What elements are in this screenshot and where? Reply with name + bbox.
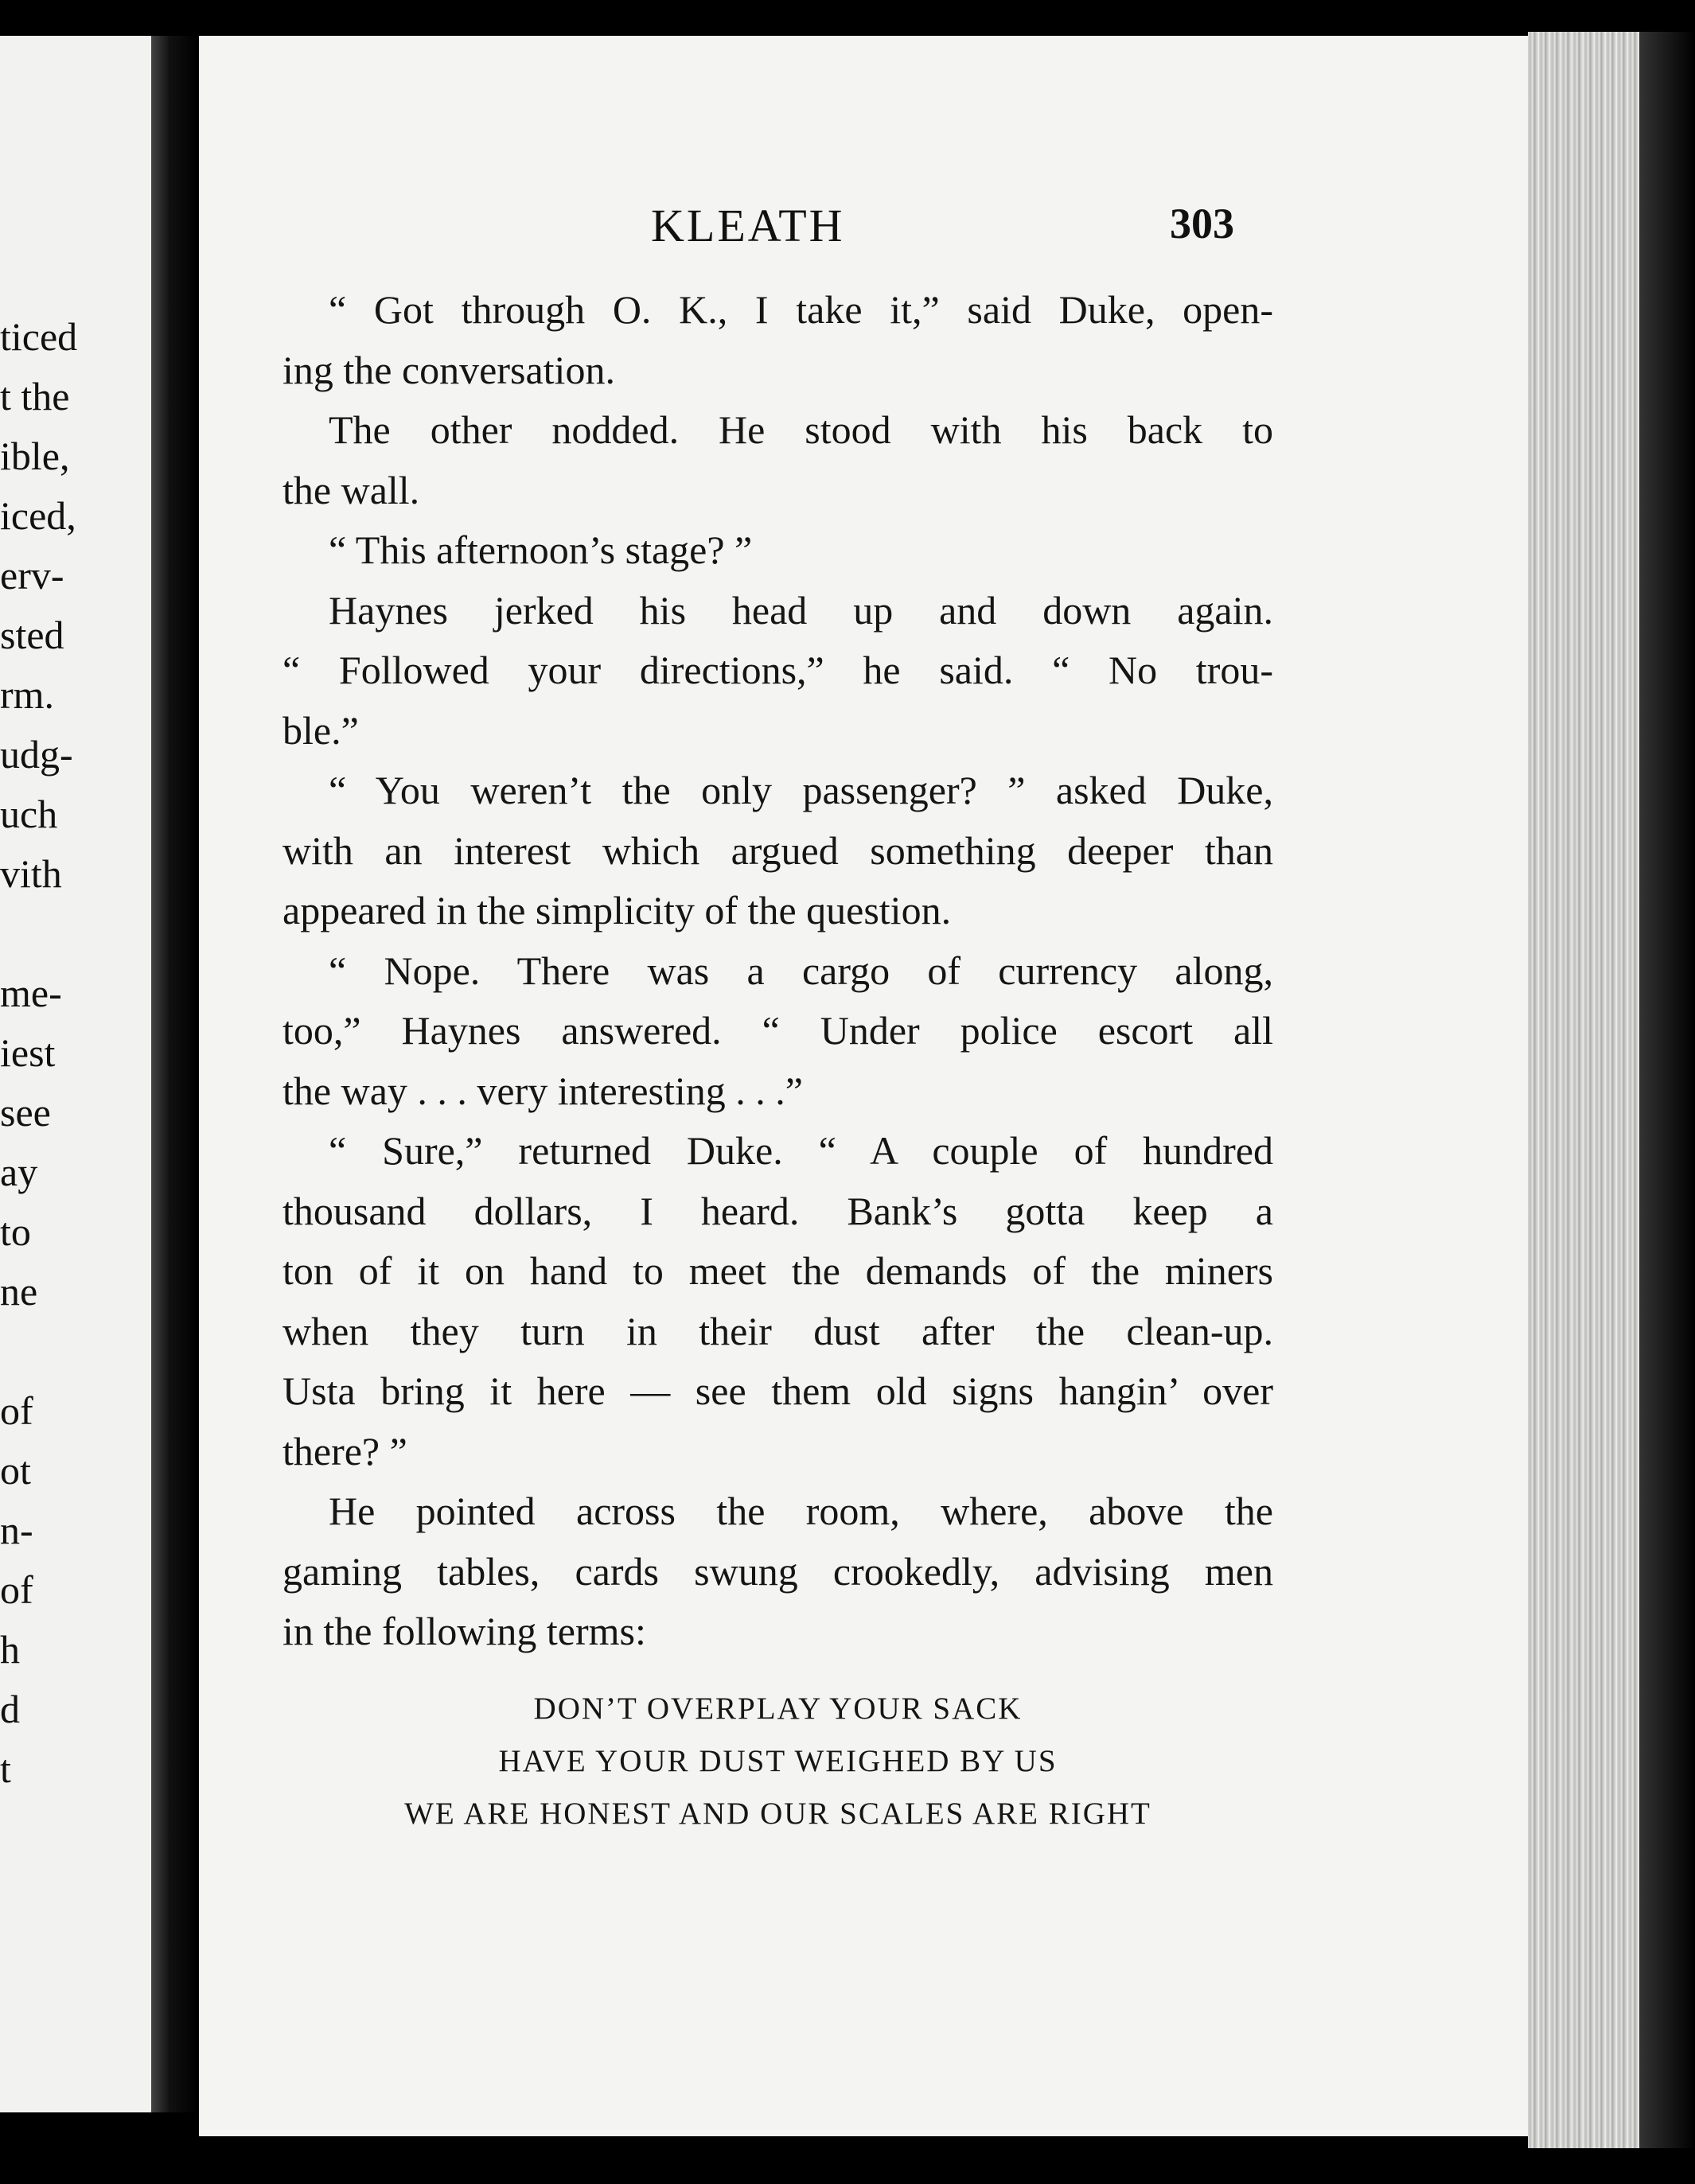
text-line: ton of it on hand to meet the demands of the miners (282, 1248, 1273, 1293)
text-line: thousand dollars, I heard. Bank’s gotta keep a (282, 1188, 1273, 1233)
text-line: He pointed across the room, where, above the (329, 1489, 1273, 1533)
text-line: ing the conversation. (282, 347, 615, 392)
left-page-fragment: ible, (0, 434, 70, 478)
left-page-fragment: t (0, 1746, 11, 1791)
left-page-fragment: ot (0, 1448, 31, 1493)
left-page-fragment: udg- (0, 732, 73, 777)
left-page-fragment: iced, (0, 493, 76, 538)
left-page-fragment: to (0, 1209, 31, 1254)
left-page-fragment: rm. (0, 672, 55, 717)
text-line: there? ” (282, 1428, 407, 1474)
left-page-fragment: sted (0, 613, 64, 657)
left-page-fragment: uch (0, 792, 58, 836)
sign-text-block (282, 1683, 1273, 1840)
left-page-fragment: see (0, 1090, 51, 1135)
left-page-fragment: t the (0, 374, 70, 419)
text-line: gaming tables, cards swung crookedly, advising men (282, 1548, 1273, 1594)
left-page-fragment: erv- (0, 553, 64, 598)
page-fore-edge (1528, 32, 1647, 2148)
text-line: “ This afternoon’s stage? ” (329, 528, 753, 572)
text-line: the way . . . very interesting . . .” (282, 1068, 803, 1113)
text-line: Haynes jerked his head up and down again. (329, 587, 1273, 633)
text-line: “ Got through O. K., I take it,” said Duke, open- (329, 287, 1273, 332)
text-line: with an interest which argued something deeper than (282, 827, 1273, 873)
text-line: too,” Haynes answered. “ Under police escort all (282, 1008, 1273, 1053)
text-line: “ Nope. There was a cargo of currency along, (329, 948, 1273, 993)
text-line: “ Sure,” returned Duke. “ A couple of hundred (329, 1128, 1273, 1173)
sign-line: DON’T OVERPLAY YOUR SACK (533, 1692, 1023, 1726)
text-line: appeared in the simplicity of the question. (282, 888, 952, 932)
left-facing-page (0, 36, 163, 2112)
left-page-fragment: of (0, 1388, 33, 1433)
page-number: 303 (1170, 200, 1234, 247)
left-page-fragment: me- (0, 971, 62, 1015)
text-line: Usta bring it here — see them old signs hangin’ over (282, 1368, 1273, 1413)
book-gutter (151, 36, 197, 2112)
sign-line: HAVE YOUR DUST WEIGHED BY US (498, 1744, 1058, 1778)
left-page-fragment: ay (0, 1150, 38, 1194)
text-line: in the following terms: (282, 1609, 646, 1653)
text-line: The other nodded. He stood with his back to (329, 407, 1273, 452)
text-line: “ Followed your directions,” he said. “ No trou- (282, 648, 1273, 692)
left-page-fragment: vith (0, 851, 62, 896)
body-text (282, 280, 1273, 1662)
left-page-fragment: ne (0, 1269, 38, 1314)
left-page-fragment: of (0, 1567, 33, 1612)
sign-line: WE ARE HONEST AND OUR SCALES ARE RIGHT (404, 1797, 1151, 1831)
left-page-fragment: n- (0, 1508, 33, 1552)
fore-edge-shadow (1639, 32, 1695, 2148)
left-page-fragment: h (0, 1627, 20, 1672)
left-page-fragment: d (0, 1687, 20, 1731)
text-line: ble.” (282, 707, 359, 753)
text-line: “ You weren’t the only passenger? ” asked Duke, (329, 768, 1273, 812)
running-head: KLEATH (651, 200, 845, 251)
text-line: the wall. (282, 467, 420, 512)
left-page-fragment: ticed (0, 314, 78, 359)
left-page-fragment: iest (0, 1030, 56, 1075)
text-line: when they turn in their dust after the clean-up. (282, 1308, 1273, 1353)
